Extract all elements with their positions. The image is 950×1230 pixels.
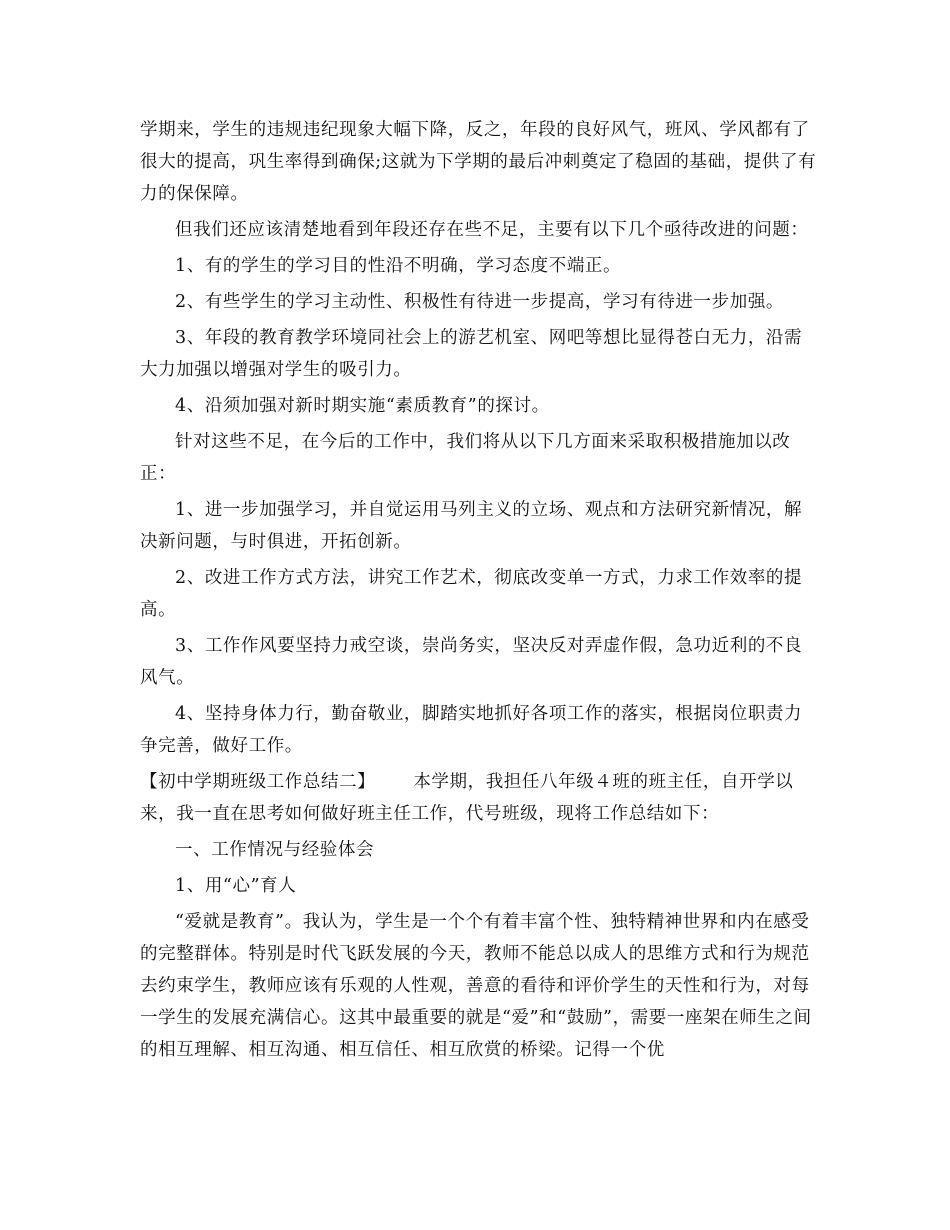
section-intro: 本学期，我担任八年级４班的班主任，自开学以来，我一直在思考如何做好班主任工作，代号班级，现将工作总结如下： xyxy=(140,772,794,824)
list-item: 4、坚持身体力行，勤奋敬业，脚踏实地抓好各项工作的落实，根据岗位职责力争完善，做好工作。 xyxy=(140,704,803,756)
document-body xyxy=(140,114,820,1070)
subheading: 1、用“心”育人 xyxy=(175,876,297,896)
list-item: 4、沿须加强对新时期实施“素质教育”的探讨。 xyxy=(175,396,550,416)
paragraph: 针对这些不足，在今后的工作中，我们将从以下几方面来采取积极措施加以改正： xyxy=(140,432,791,484)
list-item: 3、年段的教育教学环境同社会上的游艺机室、网吧等想比显得苍白无力，沿需大力加强以增强对学生的吸引力。 xyxy=(140,328,803,380)
subheading: 一、工作情况与经验体会 xyxy=(175,840,375,860)
list-item: 2、改进工作方式方法，讲究工作艺术，彻底改变单一方式，力求工作效率的提高。 xyxy=(140,568,803,620)
paragraph: 学期来，学生的违规违纪现象大幅下降，反之，年段的良好风气，班风、学风都有了很大的提高，巩生率得到确保;这就为下学期的最后冲刺奠定了稳固的基础，提供了有力的保保障。 xyxy=(140,120,817,204)
section-title: 【初中学期班级工作总结二】 xyxy=(140,772,376,792)
section-heading-paragraph xyxy=(140,766,820,830)
paragraph: 但我们还应该清楚地看到年段还存在些不足，主要有以下几个亟待改进的问题： xyxy=(175,220,809,240)
paragraph: “爱就是教育”。我认为，学生是一个个有着丰富个性、独特精神世界和内在感受的完整群体。特别是时代飞跃发展的今天，教师不能总以成人的思维方式和行为规范去约束学生，教师应该有乐观的人性观，善意的看待和评价学生的天性和行为，对每一学生的发展充满信心。这其中最重要的就是“爱”和“鼓励”，需要一座架在师生之间的相互理解、相互沟通、相互信任、相互欣赏的桥梁。记得一个优 xyxy=(140,912,812,1060)
list-item: 2、有些学生的学习主动性、积极性有待进一步提高，学习有待进一步加强。 xyxy=(175,292,785,312)
list-item: 1、有的学生的学习目的性沿不明确，学习态度不端正。 xyxy=(175,256,622,276)
list-item: 1、进一步加强学习，并自觉运用马列主义的立场、观点和方法研究新情况，解决新问题，与时俱进，开拓创新。 xyxy=(140,500,803,552)
list-item: 3、工作作风要坚持力戒空谈，崇尚务实，坚决反对弄虚作假，急功近利的不良风气。 xyxy=(140,636,803,688)
